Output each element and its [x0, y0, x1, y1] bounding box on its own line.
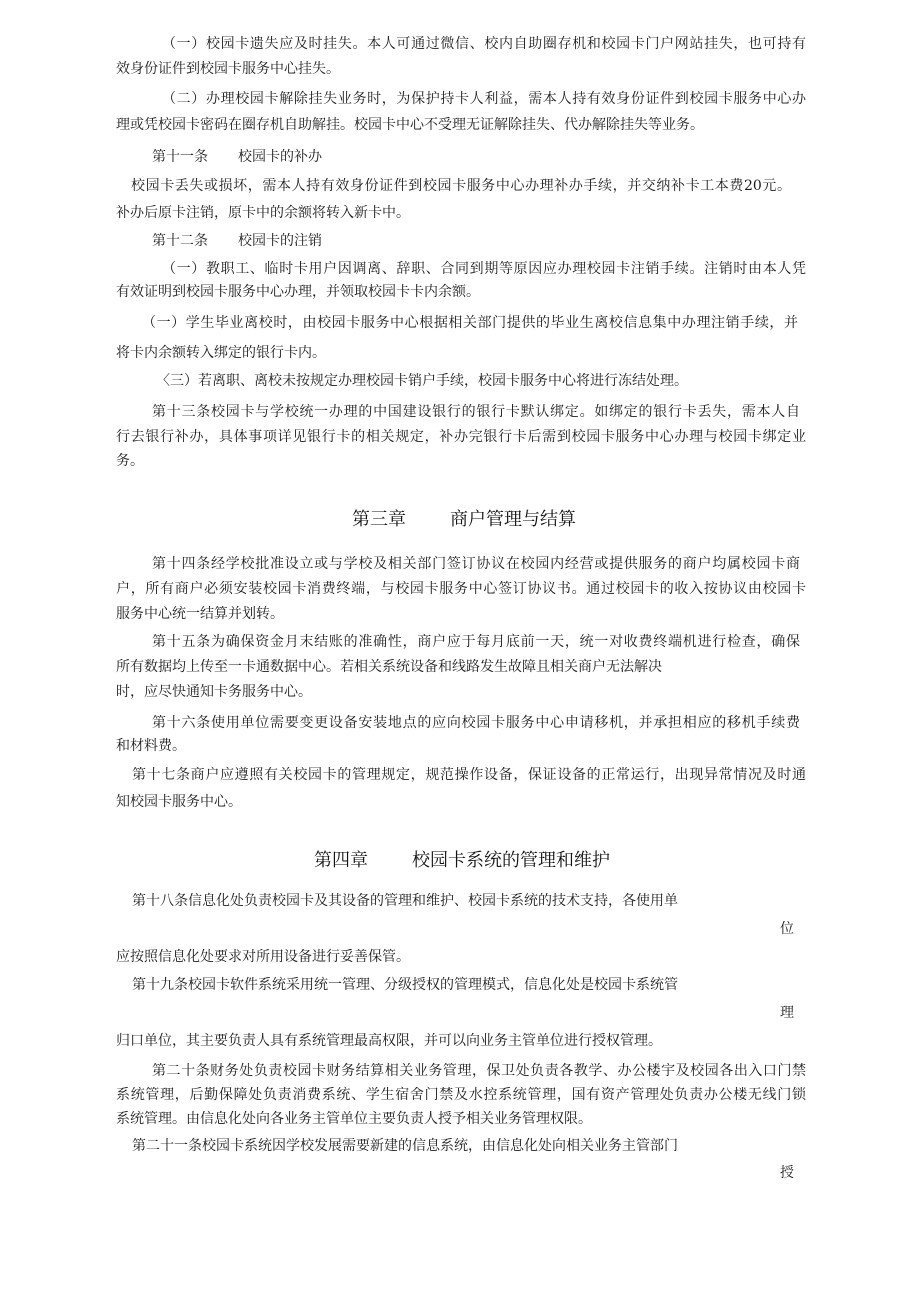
article10-item2-line2: 理或凭校园卡密码在圈存机自助解挂。校园卡中心不受理无证解除挂失、代办解除挂失等业务。	[116, 117, 704, 133]
chapter3-heading	[352, 509, 576, 531]
article20-line2: 系统管理，后勤保障处负责消费系统、学生宿舍门禁及水控系统管理，国有资产管理处负责办公楼无线门锁	[116, 1087, 806, 1103]
article17-line2: 知校园卡服务中心。	[116, 794, 242, 810]
article12-number: 第十二条	[152, 233, 208, 249]
article19-line2: 归口单位，其主要负责人具有系统管理最高权限，并可以向业务主管单位进行授权管理。	[116, 1033, 662, 1049]
chapter3-number: 第三章	[352, 509, 406, 530]
article16-line2: 和材料费。	[116, 738, 186, 754]
chapter4-heading	[314, 850, 610, 872]
article14-line3: 服务中心统一结算并划转。	[116, 606, 284, 622]
article21-line1: 第二十一条校园卡系统因学校发展需要新建的信息系统，由信息化处向相关业务主管部门	[132, 1138, 678, 1154]
chapter4-title: 校园卡系统的管理和维护	[412, 850, 610, 871]
article11-number: 第十一条	[152, 149, 208, 165]
article19-tail: 理	[780, 1005, 794, 1021]
article12-heading	[152, 232, 322, 250]
chapter4-number: 第四章	[314, 850, 368, 871]
article18-tail: 位	[780, 921, 794, 937]
article20-line3: 系统管理。由信息化处向各业务主管单位主要负责人授予相关业务管理权限。	[116, 1111, 592, 1127]
article12-item2-line2: 将卡内余额转入绑定的银行卡内。	[116, 345, 326, 361]
article18-line2: 应按照信息化处要求对所用设备进行妥善保管。	[116, 949, 410, 965]
article20-line1: 第二十条财务处负责校园卡财务结算相关业务管理，保卫处负责各教学、办公楼宇及校园各出入口门禁	[152, 1063, 806, 1079]
article12-item2-line1: （一）学生毕业离校时，由校园卡服务中心根据相关部门提供的毕业生离校信息集中办理注销手续，并	[142, 315, 798, 331]
article15-line2: 所有数据均上传至一卡通数据中心。若相关系统设备和线路发生故障且相关商户无法解决	[116, 659, 662, 675]
article12-title: 校园卡的注销	[238, 233, 322, 249]
article14-line2: 户，所有商户必须安装校园卡消费终端，与校园卡服务中心签订协议书。通过校园卡的收入按协议由校园卡	[116, 581, 806, 597]
article14-line1: 第十四条经学校批准设立或与学校及相关部门签订协议在校园内经营或提供服务的商户均属校园卡商	[152, 556, 800, 572]
article12-item3: 〈三）若离职、离校未按规定办理校园卡销户手续，校园卡服务中心将进行冻结处理。	[156, 373, 688, 389]
article13-line1: 第十三条校园卡与学校统一办理的中国建设银行的银行卡默认绑定。如绑定的银行卡丢失，需本人自	[152, 404, 800, 420]
article10-item2-line1: （二）办理校园卡解除挂失业务时，为保护持卡人利益，需本人持有效身份证件到校园卡服务中心办	[162, 91, 806, 107]
article12-item1-line1: （一）教职工、临时卡用户因调离、辞职、合同到期等原因应办理校园卡注销手续。注销时由本人凭	[162, 261, 806, 277]
article16-line1: 第十六条使用单位需要变更设备安装地点的应向校园卡服务中心申请移机，并承担相应的移机手续费	[152, 715, 800, 731]
chapter3-title: 商户管理与结算	[450, 509, 576, 530]
article15-line1: 第十五条为确保资金月末结账的准确性，商户应于每月底前一天，统一对收费终端机进行检查，确保	[152, 634, 800, 650]
article13-line3: 务。	[116, 453, 144, 469]
article12-item1-line2: 有效证明到校园卡服务中心办理，并领取校园卡卡内余额。	[116, 284, 480, 300]
article11-title: 校园卡的补办	[238, 149, 322, 165]
article11-body-line1: 校园卡丢失或损坏，需本人持有效身份证件到校园卡服务中心办理补办手续，并交纳补卡工本费20元。	[131, 178, 791, 194]
article21-tail: 授	[780, 1165, 794, 1181]
article10-item1-line2: 效身份证件到校园卡服务中心挂失。	[116, 61, 340, 77]
article18-line1: 第十八条信息化处负责校园卡及其设备的管理和维护、校园卡系统的技术支持，各使用单	[132, 893, 678, 909]
article10-item1-line1: （一）校园卡遗失应及时挂失。本人可通过微信、校内自助圈存机和校园卡门户网站挂失，也可持有	[162, 36, 806, 52]
article17-line1: 第十七条商户应遵照有关校园卡的管理规定，规范操作设备，保证设备的正常运行，出现异常情况及时通	[132, 767, 806, 783]
article15-line3: 时，应尽快通知卡务服务中心。	[116, 684, 312, 700]
article11-body-line2: 补办后原卡注销，原卡中的余额将转入新卡中。	[116, 205, 410, 221]
article19-line1: 第十九条校园卡软件系统采用统一管理、分级授权的管理模式，信息化处是校园卡系统管	[132, 977, 678, 993]
article13-line2: 行去银行补办，具体事项详见银行卡的相关规定，补办完银行卡后需到校园卡服务中心办理与校园卡绑定业	[116, 429, 806, 445]
article11-heading	[152, 148, 322, 166]
